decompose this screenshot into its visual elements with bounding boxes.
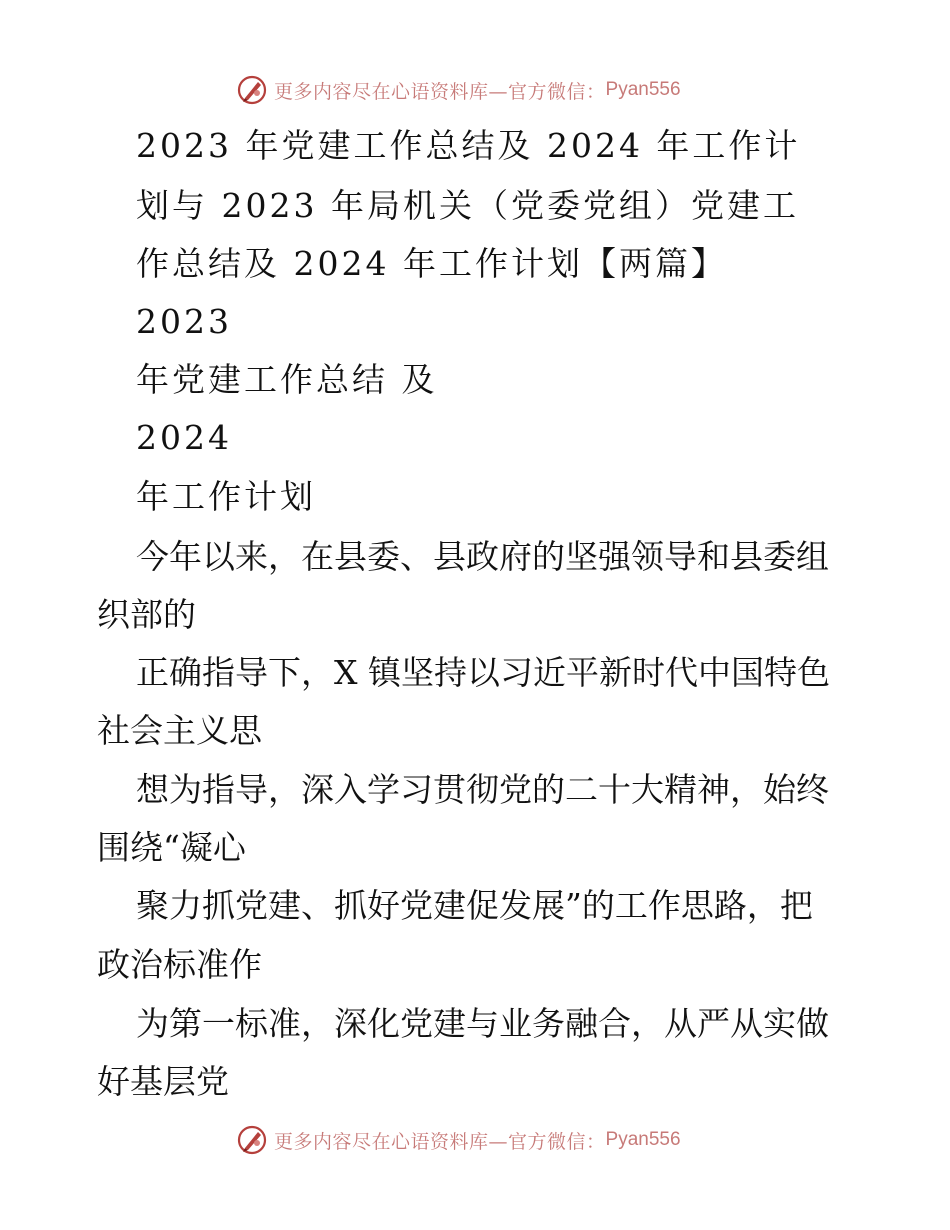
watermark-text: 更多内容尽在心语资料库—官方微信： — [274, 80, 606, 103]
heading-line: 年党建工作总结 及 — [136, 360, 438, 399]
body-line: 今年以来，在县委、县政府的坚强领导和县委组 — [136, 537, 829, 576]
title-line: 划与 2023 年局机关（党委党组）党建工 — [136, 186, 799, 225]
body-line: 社会主义思 — [97, 711, 262, 750]
heading-line: 2024 — [136, 418, 232, 457]
quill-pen-logo-icon — [236, 74, 268, 106]
title-line: 2023 年党建工作总结及 2024 年工作计 — [136, 126, 801, 165]
body-line: 好基层党 — [97, 1062, 229, 1101]
quill-pen-logo-icon — [236, 1124, 268, 1156]
body-line: 政治标准作 — [97, 945, 262, 984]
heading-line: 年工作计划 — [136, 477, 316, 516]
footer-watermark — [236, 1122, 681, 1158]
title-line: 作总结及 2024 年工作计划【两篇】 — [136, 244, 727, 283]
body-line: 围绕“凝心 — [97, 828, 246, 867]
body-line: 正确指导下，X 镇坚持以习近平新时代中国特色 — [136, 653, 830, 692]
body-line: 织部的 — [97, 595, 196, 634]
watermark-wechat-id: Pyan556 — [605, 79, 681, 100]
header-watermark — [236, 72, 681, 108]
watermark-wechat-id: Pyan556 — [605, 1129, 681, 1150]
body-line: 为第一标准，深化党建与业务融合，从严从实做 — [136, 1004, 829, 1043]
watermark-text: 更多内容尽在心语资料库—官方微信： — [274, 1130, 606, 1153]
body-line: 聚力抓党建、抓好党建促发展”的工作思路，把 — [136, 886, 813, 925]
heading-line: 2023 — [136, 302, 232, 341]
body-line: 想为指导，深入学习贯彻党的二十大精神，始终 — [136, 770, 829, 809]
